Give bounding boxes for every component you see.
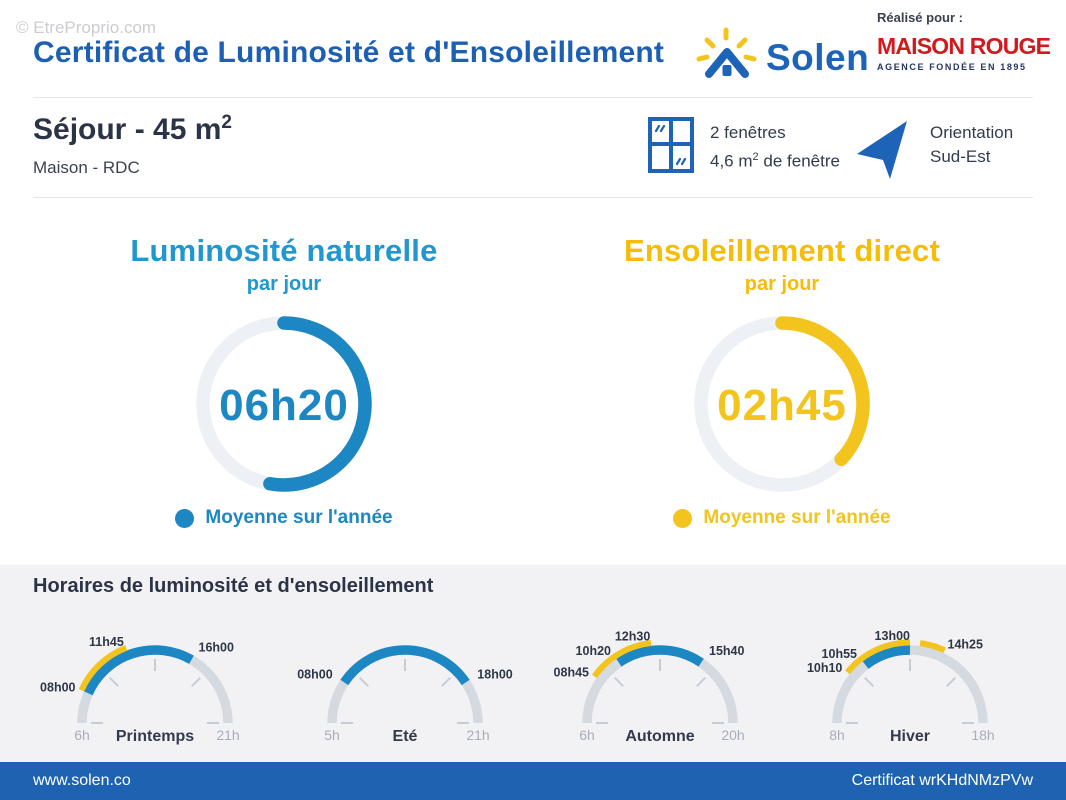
season-axis-start: 6h (74, 727, 90, 743)
footer-certificate-id: Certificat wrKHdNMzPVw (851, 772, 1033, 789)
solen-wordmark: Solen (766, 36, 870, 78)
solen-logo (696, 26, 869, 89)
season-name: Automne (625, 728, 695, 745)
ensoleillement-heading: Ensoleillement direct (623, 233, 941, 268)
ensoleillement-value: 02h45 (717, 381, 847, 430)
season-hour-label: 10h20 (575, 644, 611, 659)
agency-block (877, 10, 1051, 72)
luminosite-value: 06h20 (219, 381, 349, 430)
season-tick (110, 678, 119, 687)
legend-label: Moyenne sur l'année (703, 507, 891, 528)
orientation-info (930, 121, 1013, 169)
season-hour-label: 12h30 (614, 629, 651, 644)
window-area-sup: 2 (752, 151, 759, 163)
season-tick (697, 678, 706, 687)
season-axis-end: 18h (971, 727, 995, 743)
schedule-title: Horaires de luminosité et d'ensoleillement (33, 575, 434, 597)
season-name: Printemps (115, 728, 195, 745)
season-gauge-ete (280, 590, 530, 750)
season-axis-end: 20h (721, 727, 745, 743)
season-hour-label: 18h00 (477, 667, 513, 682)
season-axis-start: 6h (579, 727, 595, 743)
footer-website-link[interactable]: www.solen.co (33, 772, 131, 789)
agency-logo-text: MAISON ROUGE (877, 33, 1051, 59)
orientation-label: Orientation (930, 123, 1014, 142)
luminosite-legend (24, 507, 544, 529)
season-hour-label: 08h00 (297, 667, 333, 682)
season-gauge-automne (535, 590, 785, 750)
divider-header (33, 97, 1033, 98)
season-hour-label: 11h45 (89, 634, 124, 649)
season-axis-end: 21h (216, 727, 240, 743)
compass-arrow-icon (852, 116, 918, 187)
room-title (33, 112, 232, 147)
season-hour-label: 08h00 (40, 680, 76, 695)
page-title: Certificat de Luminosité et d'Ensoleillement (33, 36, 665, 69)
room-title-sup: 2 (221, 112, 232, 133)
season-hour-label: 15h40 (709, 644, 745, 659)
season-light-arc (88, 650, 191, 693)
solen-house-sun-icon (696, 26, 758, 89)
footer-bar (0, 762, 1066, 800)
season-tick (192, 678, 201, 687)
season-tick (360, 678, 369, 687)
window-area-suffix: de fenêtre (758, 151, 840, 171)
agency-tagline: AGENCE FONDÉE EN 1895 (877, 62, 1027, 72)
season-tick (442, 678, 451, 687)
season-tick (865, 678, 874, 687)
season-axis-start: 8h (829, 727, 845, 743)
season-hour-label: 13h00 (874, 629, 910, 643)
season-gauge-hiver (785, 590, 1035, 750)
season-hour-label: 10h10 (806, 661, 843, 676)
legend-dot-icon (673, 509, 692, 528)
season-tick (947, 678, 956, 687)
season-axis-start: 5h (324, 727, 340, 743)
realise-pour-label: Réalisé pour : (877, 10, 963, 25)
ensoleillement-legend (522, 507, 1042, 529)
room-subtitle: Maison - RDC (33, 158, 140, 177)
watermark: © EtreProprio.com (16, 18, 157, 37)
room-title-text: Séjour - 45 m (33, 113, 222, 146)
luminosite-heading: Luminosité naturelle (130, 233, 438, 268)
ensoleillement-subheading: par jour (744, 273, 820, 295)
legend-dot-icon (175, 509, 194, 528)
legend-label: Moyenne sur l'année (205, 507, 393, 528)
season-hour-label: 10h55 (821, 647, 857, 661)
season-name: Hiver (889, 728, 931, 745)
season-name: Eté (392, 728, 418, 745)
window-icon (648, 117, 694, 178)
season-axis-end: 21h (466, 727, 490, 743)
season-gauge-printemps (30, 590, 280, 750)
orientation-value: Sud-Est (930, 147, 991, 166)
luminosite-subheading: par jour (246, 273, 322, 295)
window-area (710, 145, 840, 174)
window-count: 2 fenêtres (710, 123, 786, 142)
season-tick (615, 678, 624, 687)
window-info (710, 121, 840, 174)
divider-room (33, 197, 1033, 198)
season-hour-label: 08h45 (553, 665, 589, 680)
window-area-value: 4,6 m (710, 151, 753, 171)
season-hour-label: 16h00 (198, 640, 234, 655)
season-hour-label: 14h25 (947, 637, 983, 652)
